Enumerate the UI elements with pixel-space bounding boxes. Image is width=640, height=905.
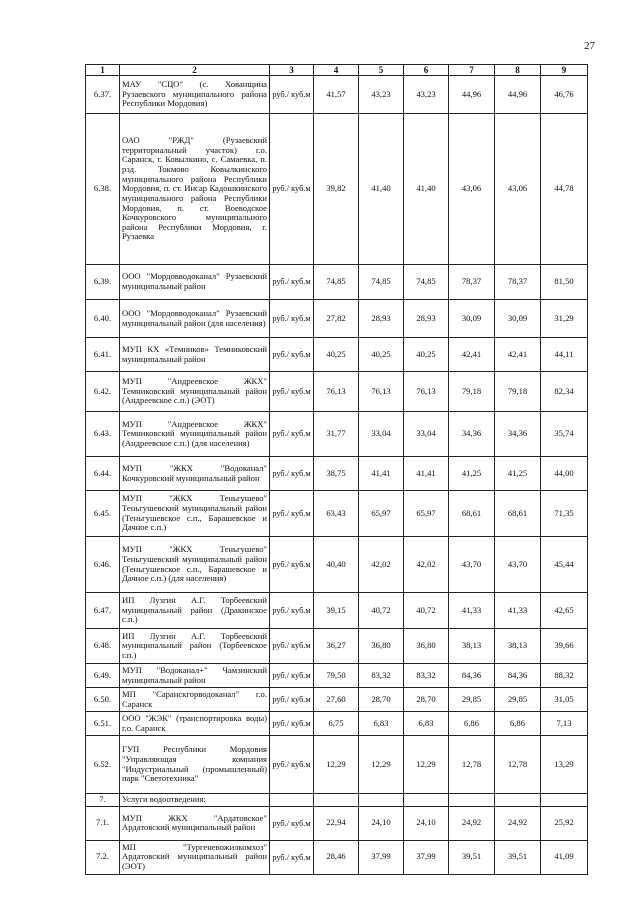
unit-cell: руб./ куб.м xyxy=(270,457,314,491)
tariff-value: 41,41 xyxy=(404,457,449,491)
organization-name: МУП "Андреевское ЖКХ" Темниковский муниципальный район (Андреевское с.п.) (ЭОТ) xyxy=(120,372,270,412)
tariff-value: 41,57 xyxy=(314,76,359,114)
row-number: 6.47. xyxy=(86,593,120,629)
tariff-value: 83,32 xyxy=(404,664,449,688)
tariff-value: 40,72 xyxy=(359,593,404,629)
tariff-value: 33,04 xyxy=(359,412,404,457)
tariff-value: 39,51 xyxy=(495,840,541,874)
row-number: 6.48. xyxy=(86,629,120,664)
tariff-value: 41,40 xyxy=(404,114,449,265)
header-cell: 2 xyxy=(120,65,270,76)
organization-name: ОАО "РЖД" (Рузаевский территориальный участок) г.о. Саранск, г. Ковылкино, с. Самаевка, п. рзд. Токмово Ковылкинского муниципального района Республики Мордовия, п. ст. Инсар Кадошкинского муниципального района Республики Мордовия, п. ст. Воеводское Кочкуровского муниципального района Республики Мордовия, г. Рузаевка xyxy=(120,114,270,265)
header-cell: 3 xyxy=(270,65,314,76)
row-number: 6.52. xyxy=(86,736,120,794)
tariff-value: 39,51 xyxy=(449,840,495,874)
tariff-value: 44,00 xyxy=(541,457,588,491)
table-row xyxy=(86,412,588,457)
tariff-value: 34,36 xyxy=(495,412,541,457)
tariff-value: 43,06 xyxy=(495,114,541,265)
empty-cell xyxy=(314,794,359,807)
tariff-value: 40,72 xyxy=(404,593,449,629)
table-row xyxy=(86,457,588,491)
table-row xyxy=(86,688,588,712)
tariff-value: 13,29 xyxy=(541,736,588,794)
tariff-value: 35,74 xyxy=(541,412,588,457)
tariff-value: 24,10 xyxy=(404,806,449,840)
unit-cell: руб./ куб.м xyxy=(270,76,314,114)
table-row xyxy=(86,76,588,114)
tariff-value: 88,32 xyxy=(541,664,588,688)
tariff-value: 74,85 xyxy=(359,265,404,300)
tariff-value: 39,66 xyxy=(541,629,588,664)
tariff-value: 22,94 xyxy=(314,806,359,840)
header-cell: 4 xyxy=(314,65,359,76)
tariff-value: 78,37 xyxy=(495,265,541,300)
row-number: 6.42. xyxy=(86,372,120,412)
tariff-value: 29,85 xyxy=(449,688,495,712)
tariff-value: 76,13 xyxy=(404,372,449,412)
tariff-value: 38,75 xyxy=(314,457,359,491)
empty-cell xyxy=(449,794,495,807)
header-cell: 7 xyxy=(449,65,495,76)
row-number: 6.49. xyxy=(86,664,120,688)
tariff-value: 84,36 xyxy=(449,664,495,688)
tariff-value: 74,85 xyxy=(314,265,359,300)
row-number: 6.50. xyxy=(86,688,120,712)
tariff-value: 83,32 xyxy=(359,664,404,688)
row-number: 6.37. xyxy=(86,76,120,114)
table-row xyxy=(86,629,588,664)
tariff-value: 28,46 xyxy=(314,840,359,874)
tariff-value: 42,41 xyxy=(449,338,495,372)
table-row xyxy=(86,712,588,736)
tariff-value: 42,41 xyxy=(495,338,541,372)
tariff-value: 12,29 xyxy=(359,736,404,794)
organization-name: МАУ "СЦО" (с. Хованщина Рузаевского муниципального района Республики Мордовия) xyxy=(120,76,270,114)
table-row xyxy=(86,593,588,629)
tariff-value: 76,13 xyxy=(359,372,404,412)
tariff-value: 41,40 xyxy=(359,114,404,265)
table-row xyxy=(86,537,588,593)
tariff-value: 42,65 xyxy=(541,593,588,629)
tariff-value: 43,06 xyxy=(449,114,495,265)
tariff-value: 37,99 xyxy=(359,840,404,874)
table-row xyxy=(86,372,588,412)
tariff-value: 31,05 xyxy=(541,688,588,712)
unit-cell: руб./ куб.м xyxy=(270,338,314,372)
tariff-value: 68,61 xyxy=(449,491,495,537)
tariff-value: 76,13 xyxy=(314,372,359,412)
empty-cell xyxy=(541,794,588,807)
table-row xyxy=(86,840,588,874)
tariff-value: 79,18 xyxy=(449,372,495,412)
empty-cell xyxy=(404,794,449,807)
tariff-value: 43,23 xyxy=(404,76,449,114)
tariff-value: 36,80 xyxy=(359,629,404,664)
tariff-value: 39,15 xyxy=(314,593,359,629)
tariff-value: 6,86 xyxy=(495,712,541,736)
organization-name: ООО "Мордовводоканал" Рузаевский муниципальный район (для населения) xyxy=(120,300,270,338)
tariff-value: 38,13 xyxy=(495,629,541,664)
tariff-value: 31,77 xyxy=(314,412,359,457)
organization-name: МУП КХ «Темников» Темниковский муниципальный район xyxy=(120,338,270,372)
tariff-value: 71,35 xyxy=(541,491,588,537)
row-number: 6.51. xyxy=(86,712,120,736)
unit-cell: руб./ куб.м xyxy=(270,114,314,265)
tariff-value: 68,61 xyxy=(495,491,541,537)
organization-name: ГУП Республики Мордовия "Управляющая компания "Индустриальный (промышленный) парк "Светотехника" xyxy=(120,736,270,794)
unit-cell: руб./ куб.м xyxy=(270,537,314,593)
unit-cell: руб./ куб.м xyxy=(270,593,314,629)
organization-name: МУП "ЖКХ Теньгушево" Теньгушевский муниципальный район (Теньгушевское с.п., Барашевское и Дачное с.п.) xyxy=(120,491,270,537)
tariff-value: 40,25 xyxy=(314,338,359,372)
unit-cell: руб./ куб.м xyxy=(270,806,314,840)
tariff-value: 24,10 xyxy=(359,806,404,840)
tariff-value: 7,13 xyxy=(541,712,588,736)
organization-name: МУП ЖКХ "Ардатовское" Ардатовский муниципальный район xyxy=(120,806,270,840)
tariff-value: 28,70 xyxy=(404,688,449,712)
table-row xyxy=(86,664,588,688)
tariff-value: 6,83 xyxy=(404,712,449,736)
tariff-table xyxy=(85,64,588,875)
table-row xyxy=(86,300,588,338)
tariff-value: 43,70 xyxy=(449,537,495,593)
organization-name: МУП "Водоканал+" Чамзинский муниципальный район xyxy=(120,664,270,688)
unit-cell: руб./ куб.м xyxy=(270,664,314,688)
unit-cell: руб./ куб.м xyxy=(270,840,314,874)
header-cell: 9 xyxy=(541,65,588,76)
tariff-value: 42,02 xyxy=(404,537,449,593)
tariff-value: 44,78 xyxy=(541,114,588,265)
organization-name: МУП "ЖКХ Теньгушево" Теньгушевский муниципальный район (Теньгушевское с.п., Барашевское и Дачное с.п.) (для населения) xyxy=(120,537,270,593)
tariff-value: 63,43 xyxy=(314,491,359,537)
tariff-value: 31,29 xyxy=(541,300,588,338)
unit-cell: руб./ куб.м xyxy=(270,736,314,794)
unit-cell: руб./ куб.м xyxy=(270,688,314,712)
tariff-value: 25,92 xyxy=(541,806,588,840)
table-row xyxy=(86,736,588,794)
unit-cell: руб./ куб.м xyxy=(270,491,314,537)
tariff-value: 6,86 xyxy=(449,712,495,736)
tariff-value: 12,29 xyxy=(404,736,449,794)
row-number: 6.38. xyxy=(86,114,120,265)
tariff-value: 46,76 xyxy=(541,76,588,114)
organization-name: ООО "ЖЭК" (транспортировка воды) г.о. Саранск xyxy=(120,712,270,736)
table-row xyxy=(86,114,588,265)
tariff-value: 36,80 xyxy=(404,629,449,664)
tariff-value: 82,34 xyxy=(541,372,588,412)
tariff-value: 28,93 xyxy=(359,300,404,338)
organization-name: МУП "Андреевское ЖКХ" Темниковский муниципальный район (Андреевское с.п.) (для населения) xyxy=(120,412,270,457)
tariff-value: 44,96 xyxy=(495,76,541,114)
row-number: 6.40. xyxy=(86,300,120,338)
unit-cell: руб./ куб.м xyxy=(270,372,314,412)
tariff-value: 43,70 xyxy=(495,537,541,593)
header-cell: 8 xyxy=(495,65,541,76)
tariff-value: 41,33 xyxy=(495,593,541,629)
tariff-value: 41,25 xyxy=(449,457,495,491)
table-row xyxy=(86,491,588,537)
tariff-value: 42,02 xyxy=(359,537,404,593)
tariff-value: 41,09 xyxy=(541,840,588,874)
table-row xyxy=(86,338,588,372)
tariff-value: 24,92 xyxy=(449,806,495,840)
tariff-value: 30,09 xyxy=(449,300,495,338)
header-row xyxy=(86,65,588,76)
tariff-value: 78,37 xyxy=(449,265,495,300)
organization-name: МП "Тургеневожилкомхоз" Ардатовский муниципальный район (ЭОТ) xyxy=(120,840,270,874)
tariff-value: 74,85 xyxy=(404,265,449,300)
tariff-value: 43,23 xyxy=(359,76,404,114)
row-number: 7.2. xyxy=(86,840,120,874)
tariff-value: 12,29 xyxy=(314,736,359,794)
tariff-value: 33,04 xyxy=(404,412,449,457)
unit-cell: руб./ куб.м xyxy=(270,629,314,664)
tariff-value: 36,27 xyxy=(314,629,359,664)
tariff-value: 6,83 xyxy=(359,712,404,736)
organization-name: ИП Лузгин А.Г. Торбеевский муниципальный район (Дракинское с.п.) xyxy=(120,593,270,629)
empty-cell xyxy=(495,794,541,807)
section-row xyxy=(86,794,588,807)
tariff-value: 40,25 xyxy=(404,338,449,372)
row-number: 6.46. xyxy=(86,537,120,593)
row-number: 6.45. xyxy=(86,491,120,537)
header-cell: 1 xyxy=(86,65,120,76)
tariff-value: 41,25 xyxy=(495,457,541,491)
tariff-value: 45,44 xyxy=(541,537,588,593)
organization-name: ООО "Мордовводоканал" Рузаевский муниципальный район xyxy=(120,265,270,300)
tariff-value: 81,50 xyxy=(541,265,588,300)
unit-cell: руб./ куб.м xyxy=(270,712,314,736)
unit-cell: руб./ куб.м xyxy=(270,300,314,338)
tariff-value: 79,50 xyxy=(314,664,359,688)
row-number: 7. xyxy=(86,794,120,807)
unit-cell: руб./ куб.м xyxy=(270,412,314,457)
table-row xyxy=(86,806,588,840)
tariff-value: 12,78 xyxy=(495,736,541,794)
row-number: 6.44. xyxy=(86,457,120,491)
row-number: 6.43. xyxy=(86,412,120,457)
tariff-value: 41,33 xyxy=(449,593,495,629)
tariff-value: 27,82 xyxy=(314,300,359,338)
tariff-value: 39,82 xyxy=(314,114,359,265)
tariff-value: 65,97 xyxy=(359,491,404,537)
tariff-value: 41,41 xyxy=(359,457,404,491)
tariff-value: 40,40 xyxy=(314,537,359,593)
tariff-value: 29,85 xyxy=(495,688,541,712)
empty-cell xyxy=(270,794,314,807)
tariff-value: 34,36 xyxy=(449,412,495,457)
header-cell: 5 xyxy=(359,65,404,76)
organization-name: ИП Лузгин А.Г. Торбеевский муниципальный район (Торбеевское г.п.) xyxy=(120,629,270,664)
tariff-value: 79,18 xyxy=(495,372,541,412)
tariff-value: 38,13 xyxy=(449,629,495,664)
header-cell: 6 xyxy=(404,65,449,76)
tariff-value: 40,25 xyxy=(359,338,404,372)
tariff-value: 30,09 xyxy=(495,300,541,338)
tariff-value: 28,70 xyxy=(359,688,404,712)
unit-cell: руб./ куб.м xyxy=(270,265,314,300)
organization-name: МП "Саранскгорводоканал" г.о. Саранск xyxy=(120,688,270,712)
tariff-value: 24,92 xyxy=(495,806,541,840)
row-number: 7.1. xyxy=(86,806,120,840)
tariff-value: 44,11 xyxy=(541,338,588,372)
empty-cell xyxy=(359,794,404,807)
table-body xyxy=(86,76,588,875)
tariff-value: 6,75 xyxy=(314,712,359,736)
section-title: Услуги водоотведения: xyxy=(120,794,270,807)
tariff-value: 84,36 xyxy=(495,664,541,688)
tariff-value: 65,97 xyxy=(404,491,449,537)
tariff-value: 37,99 xyxy=(404,840,449,874)
table-row xyxy=(86,265,588,300)
row-number: 6.39. xyxy=(86,265,120,300)
tariff-value: 28,93 xyxy=(404,300,449,338)
tariff-value: 12,78 xyxy=(449,736,495,794)
page-number: 27 xyxy=(584,40,595,52)
tariff-value: 44,96 xyxy=(449,76,495,114)
tariff-value: 27,60 xyxy=(314,688,359,712)
row-number: 6.41. xyxy=(86,338,120,372)
organization-name: МУП "ЖКХ "Водоканал" Кочкуровский муниципальный район xyxy=(120,457,270,491)
